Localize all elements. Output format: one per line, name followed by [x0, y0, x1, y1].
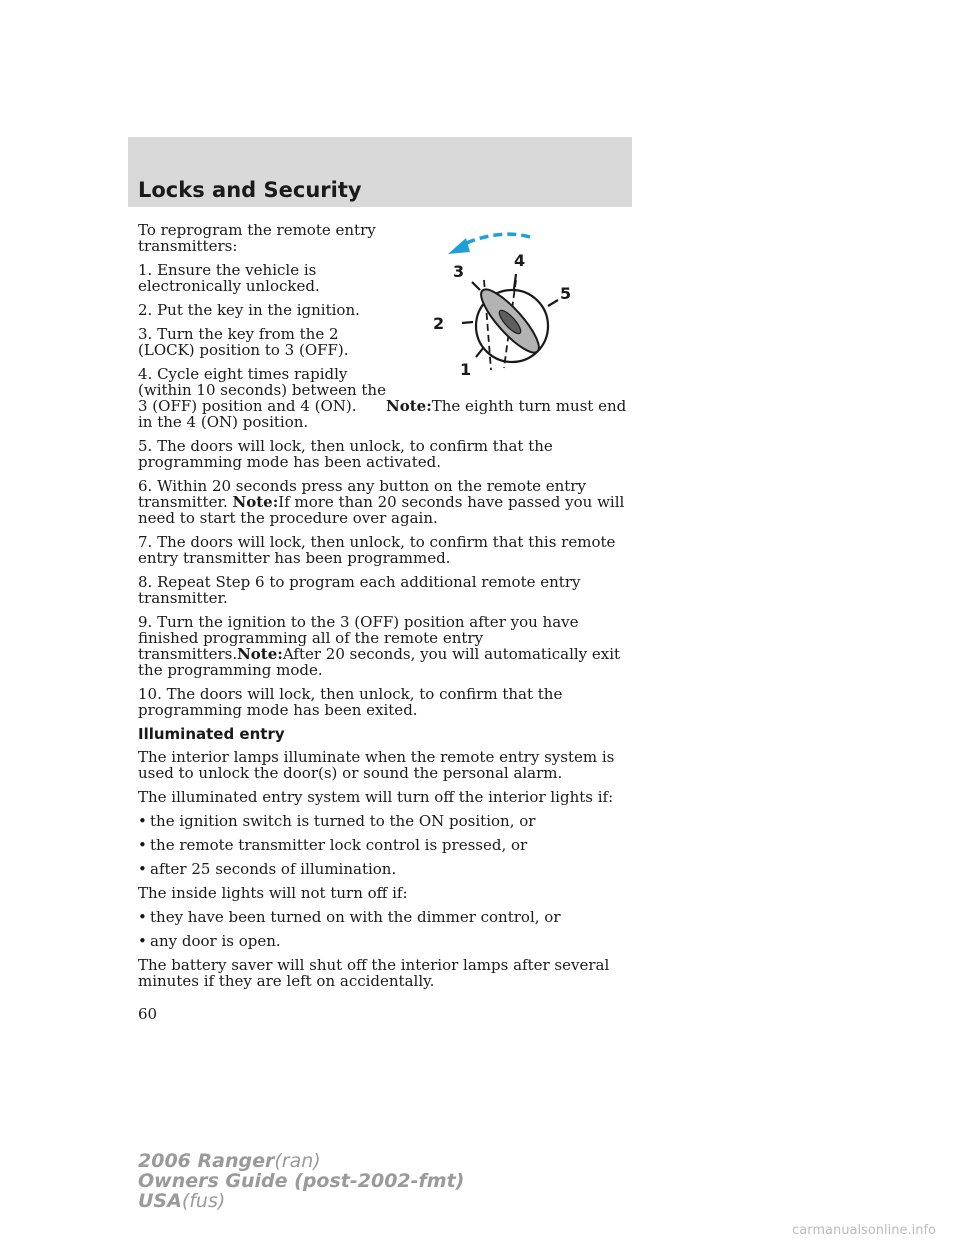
page-number: 60: [138, 1005, 158, 1023]
step-5: 5. The doors will lock, then unlock, to confirm that the programming mode has been activated.: [138, 437, 553, 471]
step-4-note: The eighth turn must end in the 4 (ON) position.: [138, 397, 627, 431]
footer-info: [138, 1151, 464, 1211]
list-item: [138, 861, 634, 877]
list-item: [138, 813, 634, 829]
position-label-2: 2: [433, 314, 445, 333]
step-7: 7. The doors will lock, then unlock, to confirm that this remote entry transmitter has been programmed.: [138, 533, 616, 567]
list-item-text: they have been turned on with the dimmer control, or: [150, 908, 561, 926]
illuminated-paragraph-4: The battery saver will shut off the interior lamps after several minutes if they are left on accidentally.: [138, 956, 610, 990]
step-9-note-label: Note:: [237, 645, 283, 663]
step-4-note-label: Note:: [386, 397, 432, 415]
illuminated-paragraph-2: The illuminated entry system will turn off the interior lights if:: [138, 788, 614, 806]
step-4: [138, 366, 634, 430]
list-item-text: any door is open.: [150, 932, 281, 950]
position-label-3: 3: [453, 262, 465, 281]
step-6-note: If more than 20 seconds have passed you will need to start the procedure over again.: [138, 493, 625, 527]
step-9-text: 9. Turn the ignition to the 3 (OFF) position after you have finished programming all of the remote entry transmitters.: [138, 613, 579, 663]
bullet-icon: •: [138, 908, 147, 926]
position-label-5: 5: [560, 284, 572, 303]
step-2: 2. Put the key in the ignition.: [138, 301, 360, 319]
list-item-text: the ignition switch is turned to the ON position, or: [150, 812, 536, 830]
step-6-note-label: Note:: [232, 493, 279, 511]
position-label-1: 1: [460, 360, 472, 379]
step-6-text: 6. Within 20 seconds press any button on the remote entry transmitter.: [138, 477, 586, 511]
bullet-icon: •: [138, 812, 147, 830]
watermark: carmanualsonline.info: [792, 1223, 936, 1238]
footer-market: USA: [138, 1190, 182, 1212]
illuminated-paragraph-3: The inside lights will not turn off if:: [138, 884, 408, 902]
step-1: 1. Ensure the vehicle is electronically unlocked.: [138, 261, 320, 295]
illuminated-paragraph-1: The interior lamps illuminate when the remote entry system is used to unlock the door(s) or sound the personal alarm.: [138, 748, 615, 782]
footer-market-code: (fus): [181, 1190, 226, 1212]
bullet-icon: •: [138, 860, 147, 878]
step-3: 3. Turn the key from the 2 (LOCK) position to 3 (OFF).: [138, 325, 349, 359]
page-content: [138, 222, 634, 997]
position-label-4: 4: [514, 251, 526, 270]
footer-line-1: [138, 1151, 464, 1171]
list-item: [138, 837, 634, 853]
footer-model: 2006 Ranger: [138, 1150, 275, 1172]
intro-paragraph: To reprogram the remote entry transmitters:: [138, 221, 376, 255]
list-item: [138, 909, 634, 925]
list-item: [138, 933, 634, 949]
illuminated-entry-heading: Illuminated entry: [138, 725, 285, 743]
footer-model-code: (ran): [274, 1150, 321, 1172]
list-item-text: the remote transmitter lock control is pressed, or: [150, 836, 528, 854]
list-item-text: after 25 seconds of illumination.: [150, 860, 397, 878]
step-9-note: After 20 seconds, you will automatically exit the programming mode.: [138, 645, 621, 679]
step-4-text: 4. Cycle eight times rapidly (within 10 seconds) between the 3 (OFF) position and 4 (ON).: [138, 365, 386, 415]
step-10: 10. The doors will lock, then unlock, to confirm that the programming mode has been exited.: [138, 685, 563, 719]
step-9: [138, 614, 634, 678]
bullet-icon: •: [138, 932, 147, 950]
bullet-icon: •: [138, 836, 147, 854]
step-6: [138, 478, 634, 526]
step-8: 8. Repeat Step 6 to program each additional remote entry transmitter.: [138, 573, 581, 607]
footer-line-2: Owners Guide (post-2002-fmt): [138, 1170, 465, 1192]
section-title: Locks and Security: [138, 178, 362, 202]
footer-line-3: [138, 1191, 464, 1211]
